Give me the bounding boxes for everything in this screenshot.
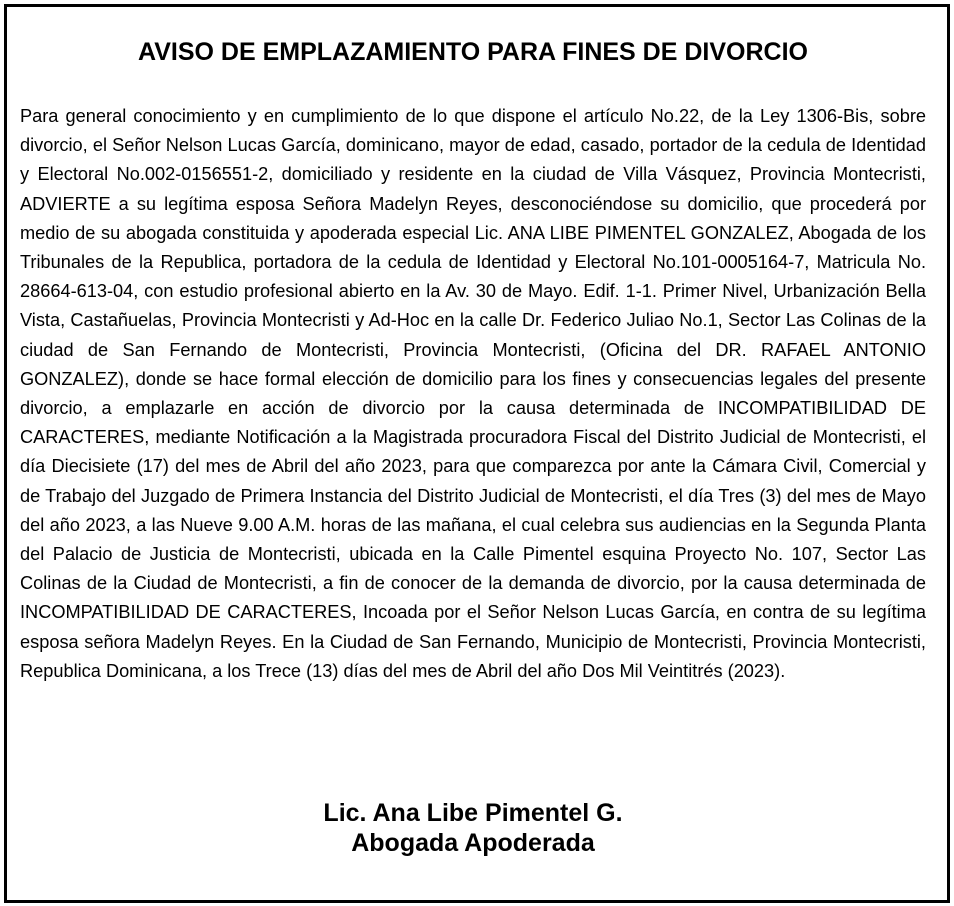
signature-role: Abogada Apoderada [351,829,595,857]
signature-block [0,798,946,858]
signature-name: Lic. Ana Libe Pimentel G. [323,799,623,827]
notice-body: Para general conocimiento y en cumplimiento de lo que dispone el artículo No.22, de la Ley 1306-Bis, sobre divorcio, el Señor Nelson Lucas García, dominicano, mayor de edad, casado, portador de la cedula de Identidad y Electoral No.002-0156551-2, domiciliado y residente en la ciudad de Villa Vásquez, Provincia Montecristi, ADVIERTE a su legítima esposa Señora Madelyn Reyes, desconociéndose su domicilio, que procederá por medio de su abogada constituida y apoderada especial Lic. ANA LIBE PIMENTEL GONZALEZ, Abogada de los Tribunales de la Republica, portadora de la cedula de Identidad y Electoral No.101-0005164-7, Matricula No. 28664-613-04, con estudio profesional abierto en la Av. 30 de Mayo. Edif. 1-1. Primer Nivel, Urbanización Bella Vista, Castañuelas, Provincia Montecristi y Ad-Hoc en la calle Dr. Federico Juliao No.1, Sector Las Colinas de la ciudad de San Fernando de Montecristi, Provincia Montecristi, (Oficina del DR. RAFAEL ANTONIO GONZALEZ), donde se hace formal elección de domicilio para los fines y consecuencias legales del presente divorcio, a emplazarle en acción de divorcio por la causa determinada de INCOMPATIBILIDAD DE CARACTERES, mediante Notificación a la Magistrada procuradora Fiscal del Distrito Judicial de Montecristi, el día Diecisiete (17) del mes de Abril del año 2023, para que comparezca por ante la Cámara Civil, Comercial y de Trabajo del Juzgado de Primera Instancia del Distrito Judicial de Montecristi, el día Tres (3) del mes de Mayo del año 2023, a las Nueve 9.00 A.M. horas de las mañana, el cual celebra sus audiencias en la Segunda Planta del Palacio de Justicia de Montecristi, ubicada en la Calle Pimentel esquina Proyecto No. 107, Sector Las Colinas de la Ciudad de Montecristi, a fin de conocer de la demanda de divorcio, por la causa determinada de INCOMPATIBILIDAD DE CARACTERES, Incoada por el Señor Nelson Lucas García, en contra de su legítima esposa señora Madelyn Reyes. En la Ciudad de San Fernando, Municipio de Montecristi, Provincia Montecristi, Republica Dominicana, a los Trece (13) días del mes de Abril del año Dos Mil Veintitrés (2023). [20,106,926,681]
notice-title: AVISO DE EMPLAZAMIENTO PARA FINES DE DIVORCIO [138,38,808,66]
